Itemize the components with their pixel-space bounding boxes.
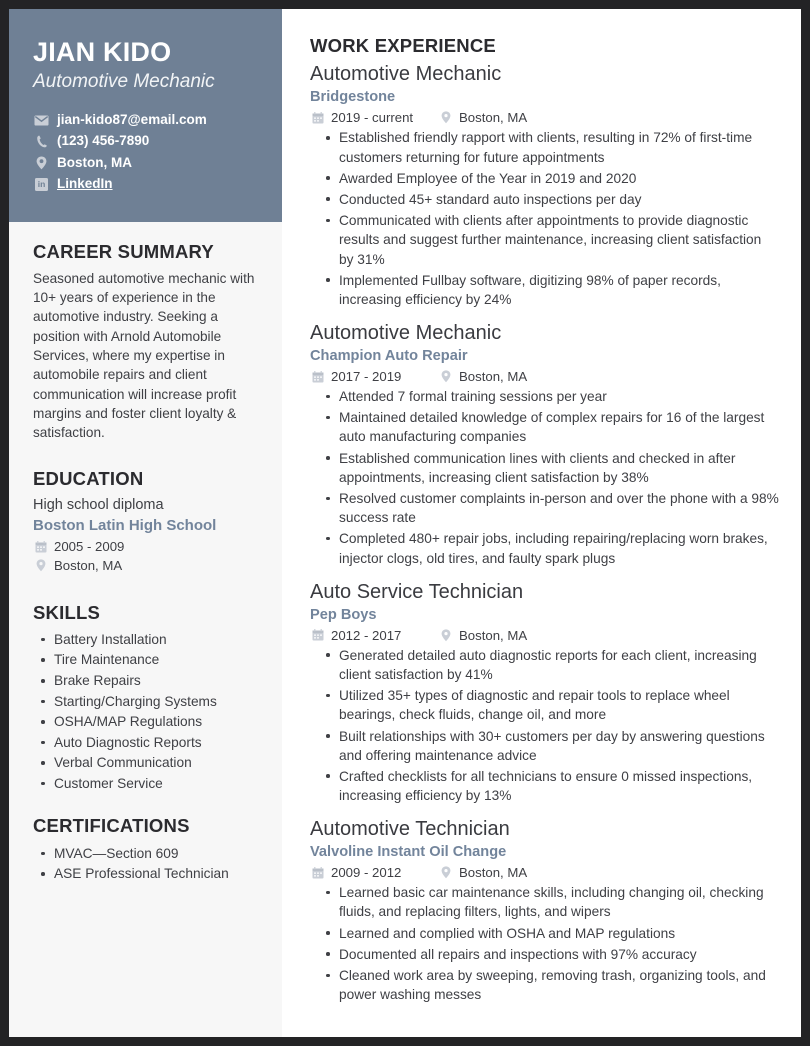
job-dates: 2019 - current <box>331 110 414 126</box>
job-meta <box>310 109 779 126</box>
contact-location <box>33 155 258 172</box>
job-meta <box>310 368 779 385</box>
job-bullets <box>310 646 779 805</box>
education-dates-text: 2005 - 2009 <box>54 539 125 555</box>
calendar-icon <box>310 370 325 383</box>
identity-header <box>9 9 282 222</box>
list-item: Conducted 45+ standard auto inspections per day <box>310 190 779 209</box>
list-item: Auto Diagnostic Reports <box>33 733 258 754</box>
list-item: Customer Service <box>33 774 258 795</box>
career-summary-heading: CAREER SUMMARY <box>33 240 214 262</box>
work-experience-heading: WORK EXPERIENCE <box>310 35 496 56</box>
section-career-summary <box>33 242 258 443</box>
job-title: Automotive Technician <box>310 818 510 841</box>
location-pin-icon <box>438 370 453 383</box>
list-item: Established communication lines with clients and checked in after appointments, increasing client satisfaction by 38% <box>310 449 779 487</box>
location-pin-icon <box>438 866 453 879</box>
list-item: Completed 480+ repair jobs, including repairing/replacing worn brakes, injector clogs, old tires, and faulty spark plugs <box>310 529 779 567</box>
education-location-text: Boston, MA <box>54 558 123 574</box>
section-skills <box>33 603 258 817</box>
job-dates: 2009 - 2012 <box>331 865 402 881</box>
job-dates: 2017 - 2019 <box>331 368 402 384</box>
linkedin-icon: in <box>33 178 50 192</box>
location-pin-icon <box>438 111 453 124</box>
list-item: Maintained detailed knowledge of complex repairs for 16 of the largest auto manufacturing companies <box>310 408 779 446</box>
job-dates: 2012 - 2017 <box>331 627 402 643</box>
job-entry <box>310 580 779 806</box>
list-item: Battery Installation <box>33 630 258 651</box>
job-entry <box>310 62 779 309</box>
skills-heading: SKILLS <box>33 601 100 623</box>
job-bullets <box>310 128 779 309</box>
page-title: JIAN KIDO <box>33 37 172 67</box>
contact-location-text: Boston, MA <box>57 154 132 170</box>
list-item: Utilized 35+ types of diagnostic and repair tools to replace wheel bearings, check fluids, change oil, and more <box>310 686 779 724</box>
job-meta <box>310 864 779 881</box>
job-company: Pep Boys <box>310 606 377 623</box>
education-dates <box>33 538 258 555</box>
list-item: Learned and complied with OSHA and MAP regulations <box>310 924 779 943</box>
job-bullets <box>310 387 779 568</box>
list-item: Built relationships with 30+ customers per day by answering questions and offering maintenance advice <box>310 727 779 765</box>
job-location: Boston, MA <box>459 110 528 126</box>
list-item: Communicated with clients after appointments to provide diagnostic results and suggest further maintenance, increasing client satisfaction by 31% <box>310 211 779 269</box>
job-entry <box>310 321 779 568</box>
contact-linkedin-link[interactable]: LinkedIn <box>57 176 113 192</box>
phone-icon <box>33 135 50 149</box>
certifications-heading: CERTIFICATIONS <box>33 815 190 837</box>
headline-job-title: Automotive Mechanic <box>33 71 215 93</box>
list-item: Brake Repairs <box>33 671 258 692</box>
job-title: Auto Service Technician <box>310 580 524 603</box>
job-company: Bridgestone <box>310 89 396 106</box>
work-experience-column <box>282 9 801 1037</box>
list-item: Cleaned work area by sweeping, removing trash, organizing tools, and power washing messes <box>310 966 779 1004</box>
job-title: Automotive Mechanic <box>310 322 502 345</box>
list-item: MVAC—Section 609 <box>33 844 258 865</box>
list-item: Learned basic car maintenance skills, including changing oil, checking fluids, and replacing filters, lights, and wipers <box>310 883 779 921</box>
job-company: Champion Auto Repair <box>310 348 468 365</box>
list-item: Awarded Employee of the Year in 2019 and 2020 <box>310 169 779 188</box>
resume-page <box>9 9 801 1037</box>
contact-phone <box>33 133 258 150</box>
education-degree: High school diploma <box>33 496 164 513</box>
contact-linkedin[interactable] <box>33 176 258 193</box>
location-pin-icon <box>33 559 48 572</box>
sidebar <box>9 9 282 1037</box>
job-location: Boston, MA <box>459 865 528 881</box>
contact-email-text: jian-kido87@email.com <box>57 112 207 128</box>
job-location: Boston, MA <box>459 627 528 643</box>
list-item: Implemented Fullbay software, digitizing 98% of paper records, increasing efficiency by 24% <box>310 271 779 309</box>
calendar-icon <box>310 111 325 124</box>
list-item: ASE Professional Technician <box>33 864 258 885</box>
education-heading: EDUCATION <box>33 467 144 489</box>
job-location: Boston, MA <box>459 368 528 384</box>
job-bullets <box>310 883 779 1004</box>
job-company: Valvoline Instant Oil Change <box>310 844 507 861</box>
list-item: Tire Maintenance <box>33 650 258 671</box>
section-education <box>33 469 258 603</box>
envelope-icon <box>33 113 50 127</box>
calendar-icon <box>310 866 325 879</box>
contact-phone-text: (123) 456-7890 <box>57 133 150 149</box>
job-title: Automotive Mechanic <box>310 63 502 86</box>
location-pin-icon <box>438 629 453 642</box>
location-pin-icon <box>33 156 50 170</box>
section-certifications <box>33 816 258 884</box>
education-school: Boston Latin High School <box>33 516 217 534</box>
list-item: Verbal Communication <box>33 753 258 774</box>
contact-email <box>33 112 258 129</box>
list-item: OSHA/MAP Regulations <box>33 712 258 733</box>
sidebar-sections <box>9 222 282 885</box>
calendar-icon <box>33 540 48 553</box>
skills-list <box>33 630 258 794</box>
contact-list <box>33 112 258 193</box>
list-item: Starting/Charging Systems <box>33 692 258 713</box>
list-item: Attended 7 formal training sessions per year <box>310 387 779 406</box>
list-item: Resolved customer complaints in-person and over the phone with a 98% success rate <box>310 489 779 527</box>
job-meta <box>310 627 779 644</box>
job-entry <box>310 817 779 1004</box>
list-item: Established friendly rapport with clients, resulting in 72% of first-time customers returning for future appointments <box>310 128 779 166</box>
calendar-icon <box>310 629 325 642</box>
list-item: Crafted checklists for all technicians to ensure 0 missed inspections, increasing efficiency by 13% <box>310 767 779 805</box>
certifications-list <box>33 844 258 885</box>
list-item: Generated detailed auto diagnostic reports for each client, increasing client satisfaction by 41% <box>310 646 779 684</box>
list-item: Documented all repairs and inspections with 97% accuracy <box>310 945 779 964</box>
education-location <box>33 557 258 574</box>
career-summary-text: Seasoned automotive mechanic with 10+ years of experience in the automotive industry. Seeking a position with Arnold Automobile Services, where my expertise in automobile repairs and client communication will increase profit margins and foster client loyalty & satisfaction. <box>33 270 255 441</box>
